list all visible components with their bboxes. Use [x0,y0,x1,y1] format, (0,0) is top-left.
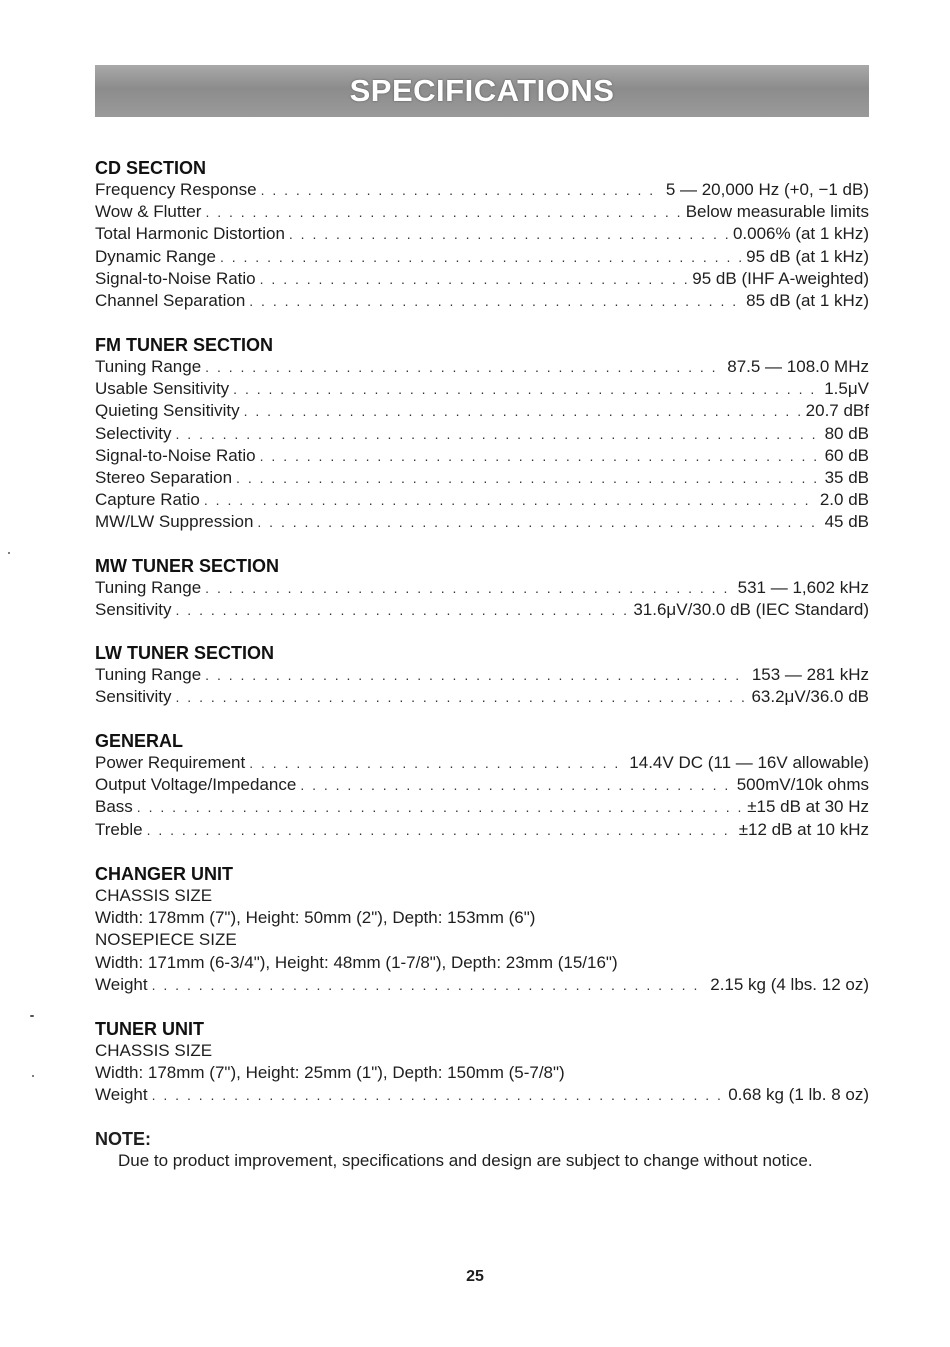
spec-row [95,686,869,708]
dot-leader [205,577,733,599]
spec-value: 95 dB (IHF A-weighted) [692,268,869,288]
dot-leader [205,356,723,378]
spec-value: 45 dB [824,512,869,532]
spec-value: 35 dB [824,467,869,487]
fm-tuner-section [95,334,869,534]
section-heading: TUNER UNIT [95,1019,204,1039]
spec-row [95,423,869,445]
title-banner [95,65,869,117]
spec-label: Channel Separation [95,290,246,310]
spec-label: Bass [95,797,133,817]
spec-value: ±15 dB at 30 Hz [747,797,869,817]
spec-row [95,577,869,599]
dot-leader [236,467,821,489]
dot-leader [260,268,689,290]
spec-label: Weight [95,1085,148,1105]
dot-leader [176,599,630,621]
section-heading: MW TUNER SECTION [95,556,279,576]
spec-value: 500mV/10k ohms [736,775,869,795]
dot-leader [289,223,729,245]
spec-value: 2.0 dB [819,490,869,510]
spec-value: 87.5 — 108.0 MHz [727,357,869,376]
spec-row [95,819,869,841]
dot-leader [147,819,735,841]
nosepiece-size-label: NOSEPIECE SIZE [95,930,237,950]
section-heading: GENERAL [95,731,184,751]
section-heading: CHANGER UNIT [95,864,233,884]
spec-label: Treble [95,819,143,839]
spec-label: Dynamic Range [95,246,216,266]
dot-leader [220,246,742,268]
spec-value: 60 dB [824,445,869,465]
spec-row [95,752,869,774]
section-heading: FM TUNER SECTION [95,335,273,355]
dot-leader [152,1084,725,1106]
note-section [95,1128,869,1173]
spec-value: 63.2μV/36.0 dB [751,687,869,707]
section-heading: LW TUNER SECTION [95,643,274,663]
dot-leader [244,400,802,422]
spec-value: 5 — 20,000 Hz (+0, −1 dB) [665,180,869,199]
spec-label: Usable Sensitivity [95,379,230,399]
dot-leader [261,179,662,201]
spec-label: Selectivity [95,423,172,443]
spec-value: 1.5μV [824,379,869,399]
spec-row [95,268,869,290]
spec-row [95,378,869,400]
spec-label: Signal-to-Noise Ratio [95,445,256,465]
dot-leader [205,201,681,223]
spec-value: Below measurable limits [685,202,869,222]
spec-value: 0.006% (at 1 kHz) [732,224,869,244]
dot-leader [137,796,743,818]
spec-row [95,246,869,268]
spec-value: 80 dB [824,423,869,443]
spec-label: Output Voltage/Impedance [95,775,297,795]
spec-row [95,796,869,818]
dot-leader [257,511,820,533]
tuner-unit-section [95,1018,869,1107]
dot-leader [300,774,732,796]
page-number: 25 [466,1268,484,1285]
spec-row [95,445,869,467]
dot-leader [176,686,748,708]
page-title: SPECIFICATIONS [349,73,615,108]
spec-label: Wow & Flutter [95,202,202,222]
spec-row [95,774,869,796]
spec-value: 31.6μV/30.0 dB (IEC Standard) [633,600,869,620]
spec-row [95,511,869,533]
spec-value: 153 — 281 kHz [751,665,869,684]
section-heading: CD SECTION [95,158,207,178]
dot-leader [249,290,742,312]
spec-row [95,179,869,201]
spec-value: 0.68 kg (1 lb. 8 oz) [728,1085,869,1105]
scan-speck [30,1015,34,1017]
spec-label: Capture Ratio [95,490,200,510]
chassis-size-label: CHASSIS SIZE [95,886,213,905]
spec-label: Weight [95,974,148,994]
mw-tuner-section [95,555,869,621]
spec-label: MW/LW Suppression [95,512,254,532]
spec-row [95,400,869,422]
spec-label: Sensitivity [95,600,172,620]
spec-label: Tuning Range [95,578,202,597]
weight-row [95,1084,869,1106]
cd-section [95,157,869,312]
spec-label: Quieting Sensitivity [95,401,240,421]
general-section [95,730,869,841]
chassis-dimensions: Width: 178mm (7"), Height: 25mm (1"), Depth: 150mm (5-7/8") [95,1063,565,1083]
note-text: Due to product improvement, specifications and design are subject to change without notice. [118,1151,813,1170]
spec-label: Power Requirement [95,753,246,772]
spec-label: Stereo Separation [95,467,233,487]
chassis-size-label: CHASSIS SIZE [95,1041,213,1060]
dot-leader [233,378,820,400]
spec-value: 2.15 kg (4 lbs. 12 oz) [710,974,869,994]
chassis-dimensions: Width: 178mm (7"), Height: 50mm (2"), Depth: 153mm (6") [95,908,536,928]
spec-label: Tuning Range [95,665,202,684]
spec-label: Tuning Range [95,357,202,376]
dot-leader [205,664,748,686]
scan-speck [8,552,10,554]
spec-row [95,664,869,686]
lw-tuner-section [95,642,869,708]
dot-leader [176,423,821,445]
spec-row [95,467,869,489]
spec-value: 95 dB (at 1 kHz) [746,246,869,266]
spec-row [95,223,869,245]
spec-row [95,489,869,511]
spec-row [95,290,869,312]
note-heading: NOTE: [95,1129,151,1149]
spec-label: Signal-to-Noise Ratio [95,268,256,288]
nosepiece-dimensions: Width: 171mm (6-3/4"), Height: 48mm (1-7/8"), Depth: 23mm (15/16") [95,952,618,972]
changer-unit-section [95,863,869,996]
spec-label: Frequency Response [95,180,257,199]
spec-row [95,599,869,621]
dot-leader [152,974,707,996]
spec-row [95,356,869,378]
spec-value: 85 dB (at 1 kHz) [746,290,869,310]
dot-leader [249,752,625,774]
dot-leader [260,445,821,467]
weight-row [95,974,869,996]
spec-label: Total Harmonic Distortion [95,224,285,244]
spec-value: 531 — 1,602 kHz [737,578,869,597]
spec-value: 14.4V DC (11 — 16V allowable) [629,753,869,772]
spec-row [95,201,869,223]
spec-value: ±12 dB at 10 kHz [738,819,869,839]
scan-speck [32,1075,34,1077]
dot-leader [204,489,816,511]
spec-label: Sensitivity [95,687,172,707]
spec-value: 20.7 dBf [805,401,869,421]
